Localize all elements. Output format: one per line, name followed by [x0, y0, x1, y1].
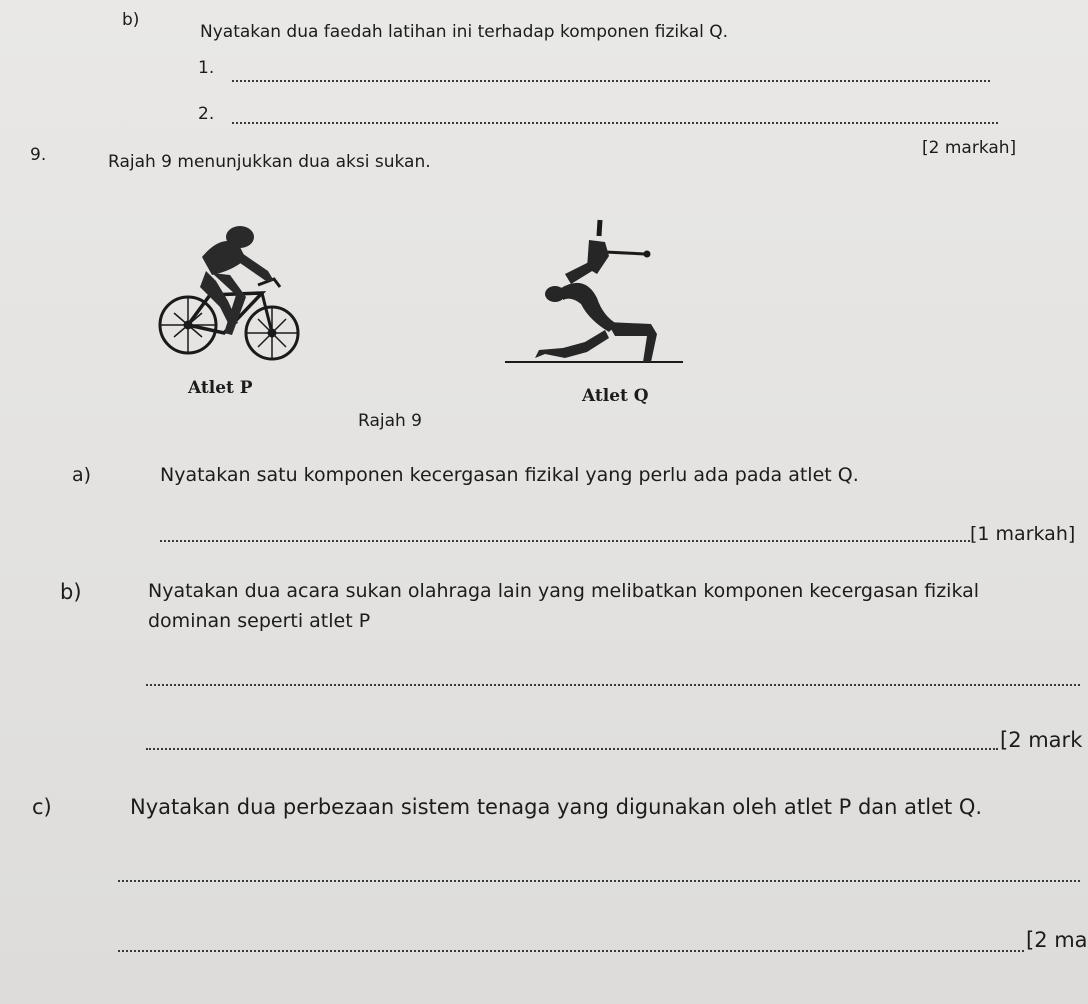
part-a-answer-line[interactable]: [160, 540, 970, 542]
part-b-top-question: Nyatakan dua faedah latihan ini terhadap komponen fizikal Q.: [200, 22, 729, 42]
part-a-label: a): [72, 464, 92, 486]
question-number: 9.: [30, 145, 47, 165]
part-b-answer-line-2[interactable]: [146, 748, 998, 750]
figure-caption-left: Atlet P: [188, 378, 253, 398]
part-b-question-line-1: Nyatakan dua acara sukan olahraga lain yang melibatkan komponen kecergasan fizikal: [148, 580, 980, 602]
gymnast-illustration: [505, 212, 690, 372]
question-intro: Rajah 9 menunjukkan dua aksi sukan.: [108, 152, 431, 172]
answer-line-1-number: 1.: [198, 58, 215, 78]
part-b-marks: [2 mark: [1000, 728, 1083, 752]
part-c-label: c): [32, 795, 52, 819]
cyclist-illustration: [150, 215, 310, 375]
figure-caption-right: Atlet Q: [582, 386, 649, 406]
part-a-marks: [1 markah]: [970, 523, 1076, 545]
part-b-answer-line-1[interactable]: [146, 684, 1080, 686]
part-c-marks: [2 ma: [1026, 928, 1088, 952]
part-b-top-label: b): [122, 10, 140, 30]
part-c-answer-line-1[interactable]: [118, 880, 1080, 882]
figure-title: Rajah 9: [358, 411, 422, 431]
answer-line-2-number: 2.: [198, 104, 215, 124]
part-c-answer-line-2[interactable]: [118, 950, 1024, 952]
part-a-question: Nyatakan satu komponen kecergasan fizikal yang perlu ada pada atlet Q.: [160, 464, 859, 486]
part-c-question: Nyatakan dua perbezaan sistem tenaga yang digunakan oleh atlet P dan atlet Q.: [130, 795, 983, 819]
part-b-label: b): [60, 580, 82, 604]
answer-line-1[interactable]: [232, 80, 990, 82]
part-b-question-line-2: dominan seperti atlet P: [148, 610, 371, 632]
part-b-top-marks: [2 markah]: [922, 138, 1017, 158]
answer-line-2[interactable]: [232, 122, 998, 124]
